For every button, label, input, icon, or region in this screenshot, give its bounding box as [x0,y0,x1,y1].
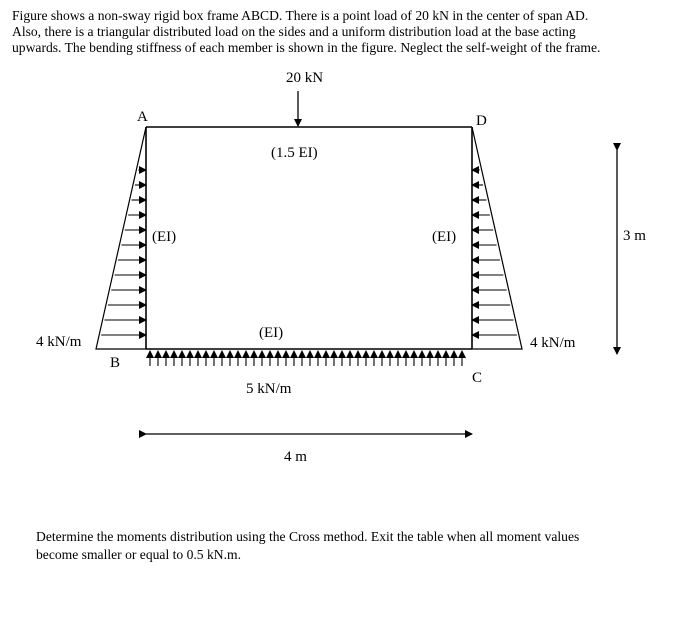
top-member-stiffness: (1.5 EI) [271,145,318,161]
left-member-stiffness: (EI) [152,229,177,245]
span-dimension-label: 4 m [284,449,307,465]
intro-line-2: Also, there is a triangular distributed load on the sides and a uniform distribution load at the base acting [12,24,576,39]
node-b-label: B [110,355,121,371]
left-load-arrows [101,170,146,335]
right-member-stiffness: (EI) [432,229,457,245]
intro-line-1: Figure shows a non-sway rigid box frame ABCD. There is a point load of 20 kN in the center of span AD. [12,8,589,23]
node-a-label: A [137,109,148,125]
bottom-member-stiffness: (EI) [259,325,284,341]
left-load-label: 4 kN/m [36,334,82,350]
right-load-label: 4 kN/m [530,335,576,351]
node-c-label: C [472,370,483,386]
right-load-outline [472,127,522,349]
left-load-outline [96,127,146,349]
point-load-label: 20 kN [286,70,324,86]
base-load-arrows [150,351,462,366]
question-line-1: Determine the moments distribution using the Cross method. Exit the table when all moment values [36,529,580,544]
intro-line-3: upwards. The bending stiffness of each member is shown in the figure. Neglect the self-weight of the frame. [12,40,601,55]
node-d-label: D [476,113,487,129]
question-line-2: become smaller or equal to 0.5 kN.m. [36,547,241,562]
base-load-label: 5 kN/m [246,381,292,397]
right-load-arrows [472,170,517,335]
question-text [36,528,666,564]
height-dimension-label: 3 m [623,228,646,244]
